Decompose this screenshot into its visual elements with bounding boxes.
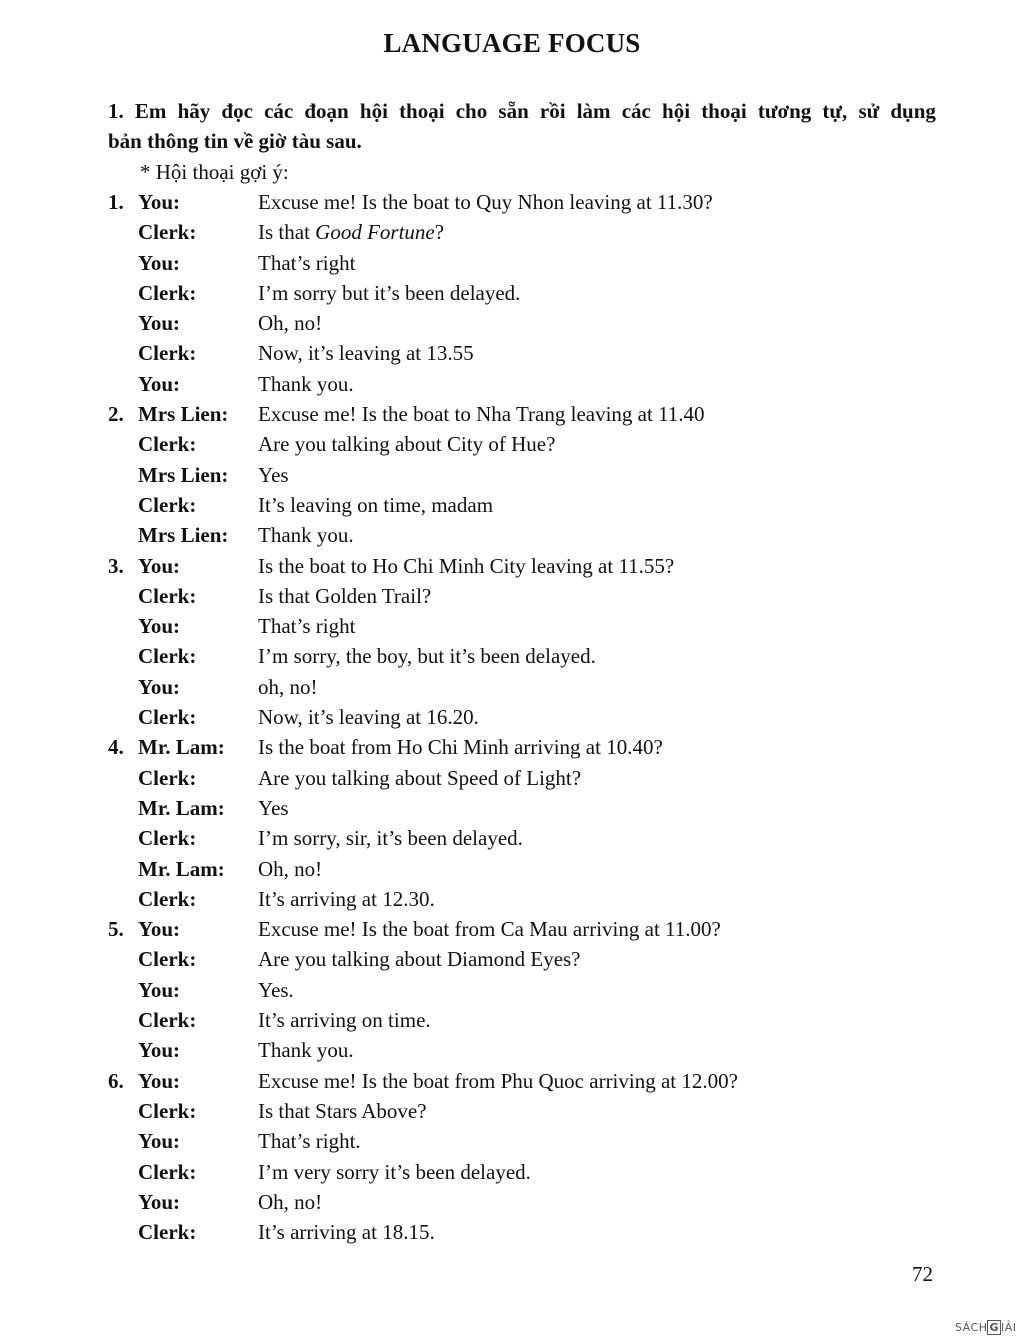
dialogue-number (108, 975, 138, 1005)
speaker-label: Clerk: (138, 583, 197, 608)
speech-text: Yes. (258, 977, 294, 1002)
dialogue-line (108, 1126, 968, 1156)
dialogue-line (108, 732, 968, 762)
speech-part: ? (434, 220, 445, 245)
dialogue-number: 3. (108, 553, 124, 578)
dialogue-line (108, 1005, 968, 1035)
watermark-logo: SÁCH G IẢI (955, 1321, 1017, 1334)
dialogue-number (108, 1157, 138, 1187)
instruction-word: hãy (177, 99, 211, 123)
dialogue-line (108, 641, 968, 671)
speech-text: I’m sorry, sir, it’s been delayed. (258, 826, 523, 851)
dialogue-number (108, 702, 138, 732)
speaker-label: You: (138, 614, 181, 639)
exercise-instruction (108, 96, 936, 156)
speech-text: That’s right (258, 250, 356, 275)
speech-text: That’s right. (258, 1129, 361, 1154)
dialogue-line (108, 702, 968, 732)
speaker-label: Clerk: (138, 492, 197, 517)
speech-text: I’m sorry but it’s been delayed. (258, 280, 521, 305)
instruction-word: cho (455, 99, 488, 123)
speaker-label: You: (138, 1129, 181, 1154)
speech-text: I’m sorry, the boy, but it’s been delayed. (258, 644, 596, 669)
dialogue-number (108, 429, 138, 459)
speech-text: Oh, no! (258, 311, 323, 336)
dialogue-line (108, 1217, 968, 1247)
dialogue-number (108, 884, 138, 914)
speaker-label: Clerk: (138, 947, 197, 972)
dialogue-line (108, 581, 968, 611)
instruction-word: hội (662, 99, 691, 123)
speech-text: Now, it’s leaving at 13.55 (258, 341, 474, 366)
dialogue-line (108, 672, 968, 702)
speech-text: That’s right (258, 614, 356, 639)
speech-text: Excuse me! Is the boat to Nha Trang leaving at 11.40 (258, 402, 705, 427)
dialogue-line (108, 611, 968, 641)
instruction-word: đọc (221, 99, 253, 123)
speech-text: It’s arriving at 12.30. (258, 886, 435, 911)
speaker-label: Clerk: (138, 220, 197, 245)
boat-name-italic: Good Fortune (315, 220, 435, 245)
dialogue-number (108, 248, 138, 278)
speech-text: Thank you. (258, 1038, 354, 1063)
instruction-word: sẵn (498, 99, 529, 123)
speech-text: Excuse me! Is the boat from Phu Quoc arriving at 12.00? (258, 1068, 738, 1093)
speaker-label: Mrs Lien: (138, 402, 229, 427)
dialogue-number (108, 460, 138, 490)
speaker-label: Clerk: (138, 1098, 197, 1123)
dialogue-line (108, 884, 968, 914)
dialogue-number: 2. (108, 402, 124, 427)
speech-text: Oh, no! (258, 856, 323, 881)
dialogue-number: 1. (108, 190, 124, 214)
page-title: LANGUAGE FOCUS (383, 28, 641, 58)
instruction-word: 1. (108, 99, 124, 123)
speech-part: Is that (258, 220, 316, 245)
dialogue-number (108, 1217, 138, 1247)
dialogue-line (108, 1066, 968, 1096)
dialogue-line (108, 551, 968, 581)
speech-text: Thank you. (258, 523, 354, 548)
speech-text: Is that Golden Trail? (258, 583, 432, 608)
speaker-label: You: (138, 1068, 181, 1093)
dialogue-number (108, 1035, 138, 1065)
dialogue-number (108, 854, 138, 884)
dialogue-line (108, 1096, 968, 1126)
dialogue-line (108, 975, 968, 1005)
dialogue-line (108, 793, 968, 823)
speech-text: It’s leaving on time, madam (258, 492, 494, 517)
speech-text: Now, it’s leaving at 16.20. (258, 705, 479, 730)
speaker-label: Mr. Lam: (138, 735, 225, 760)
speaker-label: Clerk: (138, 826, 197, 851)
dialogue-line (108, 248, 968, 278)
instruction-word: đoạn (304, 99, 349, 123)
dialogue-line (108, 460, 968, 490)
dialogue-number (108, 520, 138, 550)
dialogue-number (108, 823, 138, 853)
instruction-word: rồi (539, 99, 566, 123)
dialogue-line (108, 520, 968, 550)
speech-text: It’s arriving on time. (258, 1008, 431, 1033)
speech-text: Yes (258, 462, 289, 487)
speech-text: Yes (258, 795, 289, 820)
speaker-label: You: (138, 190, 181, 214)
speech-text: Is the boat to Ho Chi Minh City leaving at 11.55? (258, 553, 675, 578)
speech-text: Is that Stars Above? (258, 1098, 427, 1123)
dialogue-line (108, 490, 968, 520)
dialogue-number: 4. (108, 735, 124, 760)
speech-text: Excuse me! Is the boat from Ca Mau arriving at 11.00? (258, 917, 721, 942)
dialogue-line (108, 278, 968, 308)
speaker-label: You: (138, 1189, 181, 1214)
speaker-label: Mrs Lien: (138, 523, 229, 548)
instruction-word: tương (757, 99, 812, 123)
dialogue-number (108, 338, 138, 368)
speaker-label: Clerk: (138, 644, 197, 669)
dialogue-line (108, 369, 968, 399)
speech-text: Is the boat from Ho Chi Minh arriving at 10.40? (258, 735, 663, 760)
speaker-label: Mrs Lien: (138, 462, 229, 487)
dialogue-number: 6. (108, 1068, 124, 1093)
speech-text: I’m very sorry it’s been delayed. (258, 1159, 531, 1184)
speaker-label: Clerk: (138, 705, 197, 730)
instruction-word: dụng (890, 99, 936, 123)
speaker-label: Mr. Lam: (138, 795, 225, 820)
dialogue-number (108, 581, 138, 611)
speaker-label: You: (138, 553, 181, 578)
speech-text: Are you talking about Speed of Light? (258, 765, 582, 790)
speaker-label: Clerk: (138, 1008, 197, 1033)
dialogue-number (108, 611, 138, 641)
dialogue-line (108, 338, 968, 368)
dialogue-number: 5. (108, 917, 124, 942)
instruction-word: thoại (399, 99, 445, 123)
instruction-word: tự, (822, 99, 848, 123)
speaker-label: Clerk: (138, 1159, 197, 1184)
speaker-label: Clerk: (138, 1220, 197, 1245)
instruction-word: các (621, 99, 651, 123)
dialogue-line (108, 763, 968, 793)
speech-text: Are you talking about City of Hue? (258, 432, 556, 457)
speaker-label: You: (138, 250, 181, 275)
speaker-label: You: (138, 917, 181, 942)
hint-label: * Hội thoại gợi ý: (140, 160, 289, 184)
dialogue-number (108, 1005, 138, 1035)
instruction-word: các (264, 99, 294, 123)
dialogue-number (108, 217, 138, 247)
speaker-label: Clerk: (138, 432, 197, 457)
dialogue-line (108, 1187, 968, 1217)
speech-text: Oh, no! (258, 1189, 323, 1214)
dialogue-number (108, 1096, 138, 1126)
speaker-label: You: (138, 1038, 181, 1063)
dialogue-list (108, 187, 968, 1247)
page-number: 72 (912, 1262, 933, 1286)
dialogue-line (108, 429, 968, 459)
dialogue-number (108, 641, 138, 671)
instruction-word: Em (134, 99, 167, 123)
speaker-label: Clerk: (138, 886, 197, 911)
dialogue-line (108, 308, 968, 338)
speaker-label: Mr. Lam: (138, 856, 225, 881)
dialogue-line (108, 217, 968, 247)
dialogue-line (108, 1035, 968, 1065)
instruction-line-2: bản thông tin về giờ tàu sau. (108, 129, 362, 153)
dialogue-number (108, 308, 138, 338)
speaker-label: You: (138, 311, 181, 336)
dialogue-number (108, 672, 138, 702)
dialogue-number (108, 763, 138, 793)
speaker-label: Clerk: (138, 280, 197, 305)
instruction-line-1 (108, 96, 936, 126)
dialogue-number (108, 944, 138, 974)
speech-text: Thank you. (258, 371, 354, 396)
instruction-word: sử (858, 99, 880, 123)
dialogue-number (108, 1187, 138, 1217)
speaker-label: You: (138, 371, 181, 396)
dialogue-line (108, 914, 968, 944)
speaker-label: You: (138, 977, 181, 1002)
speech-text (258, 217, 444, 247)
dialogue-number (108, 793, 138, 823)
instruction-word: thoại (701, 99, 747, 123)
dialogue-line (108, 944, 968, 974)
dialogue-number (108, 369, 138, 399)
speaker-label: Clerk: (138, 765, 197, 790)
dialogue-number (108, 1126, 138, 1156)
speech-text: Excuse me! Is the boat to Quy Nhon leaving at 11.30? (258, 190, 713, 214)
dialogue-line (108, 854, 968, 884)
dialogue-line (108, 399, 968, 429)
dialogue-number (108, 490, 138, 520)
speaker-label: You: (138, 674, 181, 699)
speech-text: Are you talking about Diamond Eyes? (258, 947, 581, 972)
dialogue-number (108, 278, 138, 308)
speech-text: It’s arriving at 18.15. (258, 1220, 435, 1245)
dialogue-line (108, 187, 968, 217)
speech-text: oh, no! (258, 674, 318, 699)
dialogue-line (108, 823, 968, 853)
instruction-word: hội (359, 99, 388, 123)
instruction-word: làm (576, 99, 611, 123)
dialogue-line (108, 1157, 968, 1187)
speaker-label: Clerk: (138, 341, 197, 366)
